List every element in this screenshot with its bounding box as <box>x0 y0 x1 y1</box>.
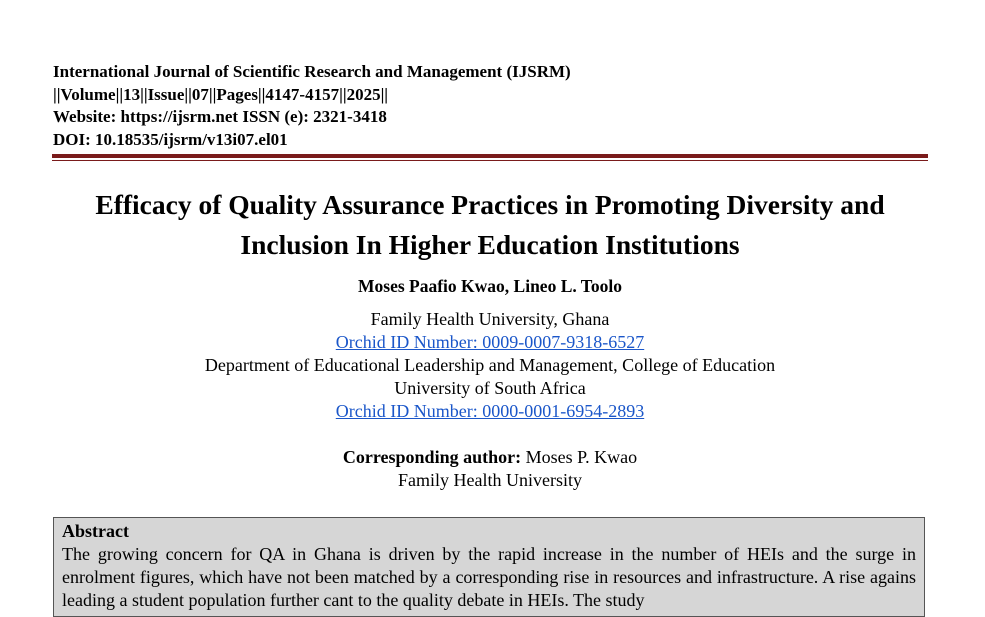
affiliations <box>0 308 980 423</box>
journal-name: International Journal of Scientific Research and Management (IJSRM) <box>53 62 571 81</box>
journal-doi: DOI: 10.18535/ijsrm/v13i07.el01 <box>53 129 288 149</box>
authors: Moses Paafio Kwao, Lineo L. Toolo <box>358 276 622 296</box>
journal-volume: ||Volume||13||Issue||07||Pages||4147-4157||2025|| <box>53 84 389 104</box>
corresponding-institution: Family Health University <box>398 470 582 490</box>
abstract-text: The growing concern for QA in Ghana is driven by the rapid increase in the number of HEIs and the surge in enrolment figures, which have not been matched by a corresponding rise in resources and infrastructure. A rise agains leading a student population further cant to the quality debate in HEIs. The study <box>62 544 916 610</box>
header-rule-thick <box>52 154 928 158</box>
affiliation-2-line-1: Department of Educational Leadership and Management, College of Education <box>204 355 776 375</box>
corresponding-name: Moses P. Kwao <box>521 447 638 467</box>
abstract-box <box>53 517 925 617</box>
affiliation-2-line-2: University of South Africa <box>394 378 586 398</box>
article-title <box>40 185 940 265</box>
title-line-1: Efficacy of Quality Assurance Practices in Promoting Diversity and <box>95 189 885 220</box>
orchid-link-2[interactable]: Orchid ID Number: 0000-0001-6954-2893 <box>335 401 645 421</box>
journal-header <box>53 61 571 151</box>
header-rule-thin <box>52 160 928 161</box>
journal-website: Website: https://ijsrm.net ISSN (e): 2321-3418 <box>53 107 387 126</box>
orchid-link-1[interactable]: Orchid ID Number: 0009-0007-9318-6527 <box>335 332 645 352</box>
corresponding-author <box>0 446 980 492</box>
corresponding-label: Corresponding author: <box>342 447 522 467</box>
title-line-2: Inclusion In Higher Education Institutions <box>240 229 740 260</box>
abstract-heading: Abstract <box>62 521 129 541</box>
affiliation-1: Family Health University, Ghana <box>370 309 610 329</box>
